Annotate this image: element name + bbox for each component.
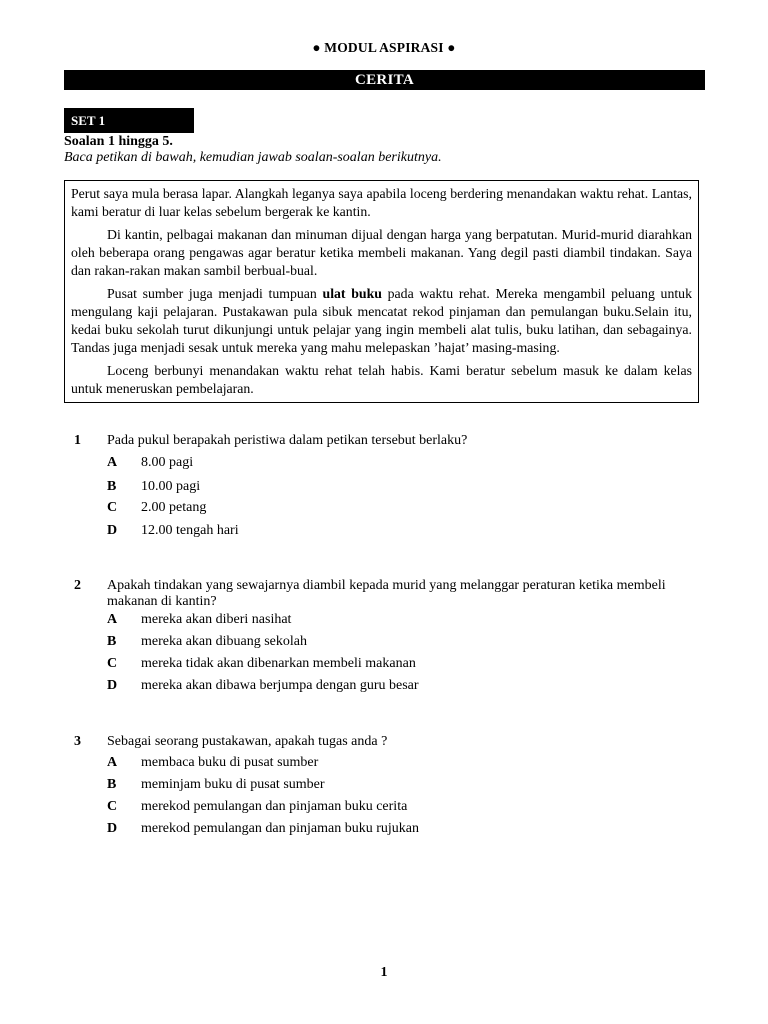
instruction-text: Baca petikan di bawah, kemudian jawab soalan-soalan berikutnya. [64, 150, 442, 165]
passage-bold-term: ulat buku [322, 286, 382, 301]
option-letter: A [107, 755, 118, 770]
question-text: Apakah tindakan yang sewajarnya diambil kepada murid yang melanggar peraturan ketika membeli makanan di kantin? [107, 578, 666, 609]
option-text: mereka akan diberi nasihat [141, 612, 292, 627]
passage-paragraph-3-start: Pusat sumber juga menjadi tumpuan [107, 286, 323, 301]
option-letter: C [107, 799, 118, 814]
option-text: 12.00 tengah hari [141, 523, 239, 538]
passage-box [64, 180, 699, 403]
option-text: mereka akan dibawa berjumpa dengan guru besar [141, 678, 419, 693]
option-text: mereka akan dibuang sekolah [141, 634, 307, 649]
question-text: Pada pukul berapakah peristiwa dalam petikan tersebut berlaku? [107, 433, 468, 448]
option-text: meminjam buku di pusat sumber [141, 777, 325, 792]
question-number: 3 [74, 734, 81, 749]
option-text: 2.00 petang [141, 500, 207, 515]
option-letter: B [107, 479, 117, 494]
question-range: Soalan 1 hingga 5. [64, 134, 173, 149]
page-number: 1 [380, 965, 388, 980]
option-text: membaca buku di pusat sumber [141, 755, 319, 770]
option-letter: B [107, 777, 117, 792]
section-title-bar: CERITA [64, 70, 705, 90]
option-text: merekod pemulangan dan pinjaman buku rujukan [141, 821, 419, 836]
option-text: merekod pemulangan dan pinjaman buku cerita [141, 799, 408, 814]
passage-paragraph-2: Di kantin, pelbagai makanan dan minuman dijual dengan harga yang berpatutan. Murid-murid diarahkan oleh beberapa orang pengawas agar beratur ketika membeli makanan. Yang degil pasti diambil tindakan. Saya dan rakan-rakan makan sambil berbual-bual. [71, 227, 692, 278]
passage-paragraph-3 [71, 285, 692, 357]
module-header-title: ● MODUL ASPIRASI ● [312, 40, 456, 55]
option-text: mereka tidak akan dibenarkan membeli makanan [141, 656, 416, 671]
option-letter: D [107, 821, 118, 836]
option-text: 8.00 pagi [141, 455, 194, 470]
question-number: 1 [74, 433, 81, 448]
passage-paragraph-1: Perut saya mula berasa lapar. Alangkah leganya saya apabila loceng berdering menandakan waktu rehat. Lantas, kami beratur di luar kelas sebelum bergerak ke kantin. [71, 186, 692, 219]
option-text: 10.00 pagi [141, 479, 201, 494]
passage-paragraph-4: Loceng berbunyi menandakan waktu rehat telah habis. Kami beratur sebelum masuk ke dalam kelas untuk meneruskan pembelajaran. [71, 363, 692, 396]
option-letter: C [107, 656, 118, 671]
option-letter: A [107, 612, 118, 627]
passage-paragraph-3-end: pada waktu rehat. Mereka mengambil peluang untuk mengulang kaji pelajaran. Pustakawan pula sibuk mencatat rekod pinjaman dan pemulangan buku.Selain itu, kedai buku sekolah turut dikunjungi untuk pelajar yang ingin membeli alat tulis, buku latihan, dan sebagainya. Tandas juga menjadi sesak untuk mereka yang mahu melepaskan ’hajat’ masing-masing. [71, 286, 692, 355]
option-letter: D [107, 523, 118, 538]
option-letter: B [107, 634, 117, 649]
option-letter: D [107, 678, 118, 693]
set-label-badge: SET 1 [64, 108, 194, 133]
question-text: Sebagai seorang pustakawan, apakah tugas anda ? [107, 734, 388, 749]
question-number: 2 [74, 578, 81, 593]
option-letter: C [107, 500, 118, 515]
option-letter: A [107, 455, 118, 470]
